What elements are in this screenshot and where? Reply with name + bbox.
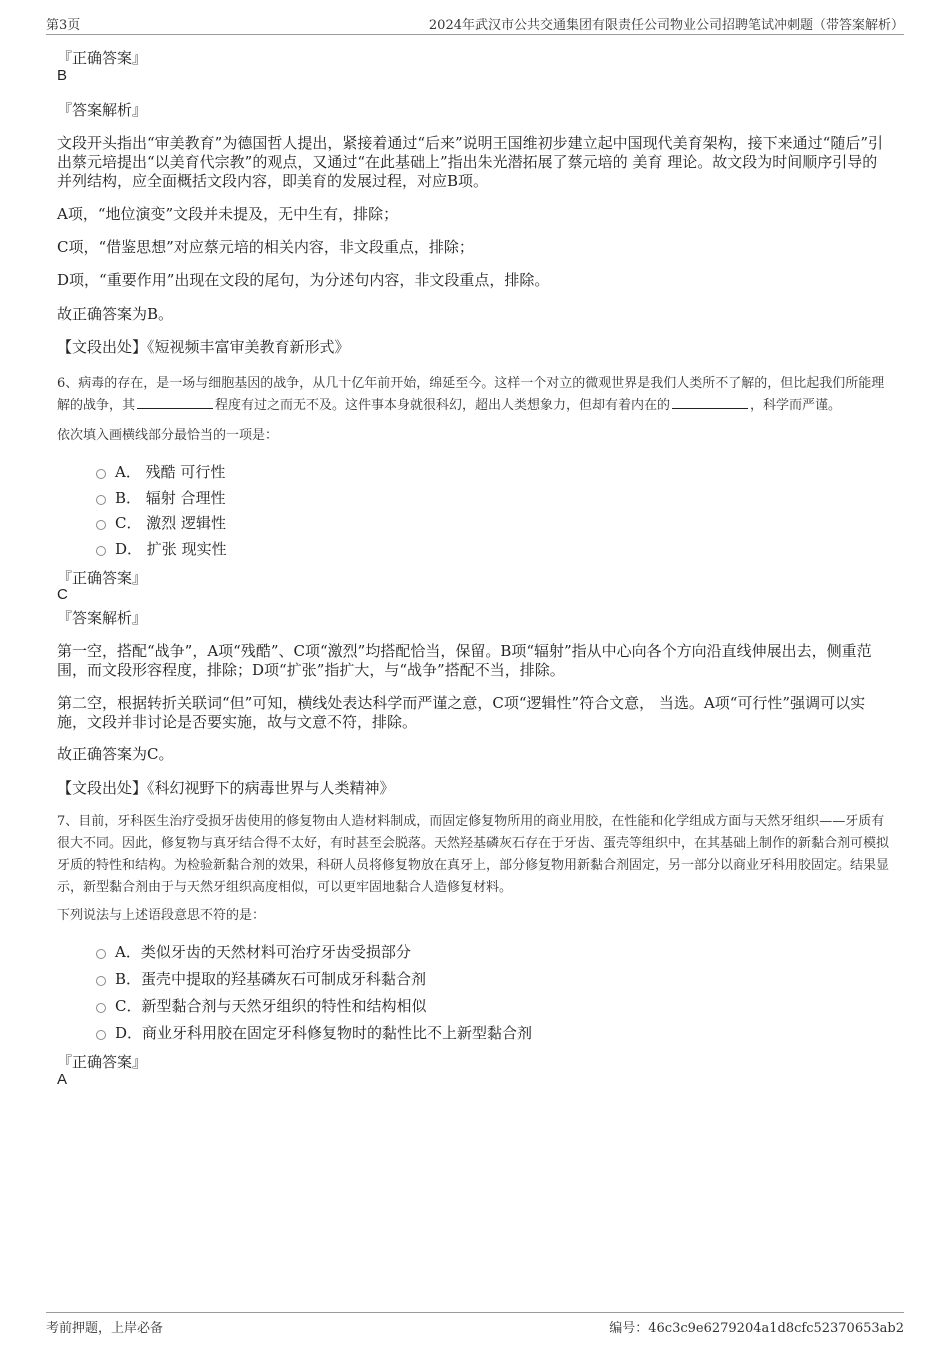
q7-option-d-label: D．商业牙科用胶在固定牙科修复物时的黏性比不上新型黏合剂: [115, 1024, 533, 1042]
q5-analysis-para3: C项，“借鉴思想”对应蔡元培的相关内容，非文段重点，排除；: [57, 238, 474, 256]
radio-icon[interactable]: [96, 1030, 106, 1040]
q6-analysis-para2: 第二空，根据转折关联词“但”可知，横线处表达科学而严谨之意，C项“逻辑性”符合文意， 当选。A项“可行性”强调可以实施，文段并非讨论是否要实施，故与文意不符，排除。: [57, 694, 866, 731]
q6-source: 【文段出处】《科幻视野下的病毒世界与人类精神》: [57, 779, 395, 797]
q7-option-a-label: A．类似牙齿的天然材料可治疗牙齿受损部分: [115, 943, 411, 961]
q7-option-c-label: C．新型黏合剂与天然牙组织的特性和结构相似: [115, 997, 427, 1015]
q6-analysis-label: 『答案解析』: [57, 609, 148, 627]
q6-stem-part3: ，科学而严谨。: [750, 398, 842, 413]
q6-answer: C: [57, 586, 68, 603]
q5-source: 【文段出处】《短视频丰富审美教育新形式》: [57, 338, 350, 356]
q7-answer: A: [57, 1071, 68, 1088]
q7-option-b-label: B．蛋壳中提取的羟基磷灰石可制成牙科黏合剂: [115, 970, 427, 988]
document-code: 编号：46c3c9e6279204a1d8cfc52370653ab2: [609, 1321, 904, 1336]
page-footer: [46, 1312, 904, 1337]
q6-answer-label: 『正确答案』: [57, 569, 148, 587]
q6-conclusion: 故正确答案为C。: [57, 745, 174, 763]
q5-analysis-label: 『答案解析』: [57, 101, 148, 119]
q6-blank-2: [672, 396, 748, 409]
q5-answer: B: [57, 67, 68, 84]
q6-option-d-label: D． 扩张 现实性: [115, 540, 227, 558]
radio-icon[interactable]: [96, 495, 106, 505]
q6-analysis-para1: 第一空，搭配“战争”，A项“残酷”、C项“激烈”均搭配恰当，保留。B项“辐射”指从中心向各个方向沿直线伸展出去，侧重范围，而文段形容程度，排除；D项“扩张”指扩大，与“战争”搭配不当，排除。: [57, 642, 872, 679]
q7-option-c[interactable]: [96, 997, 426, 1015]
q6-option-c[interactable]: [96, 514, 226, 532]
q6-option-b[interactable]: [96, 489, 226, 507]
q7-option-b[interactable]: [96, 970, 426, 988]
q6-stem-part1: 6、病毒的存在，是一场与细胞基因的战争，从几十亿年前开始，绵延至今。这样一个对立的微观世界是我们人类所不了解的，但比起我们所能理解的战争，其: [57, 376, 885, 413]
footer-slogan: 考前押题，上岸必备: [46, 1321, 164, 1336]
q6-stem-part2: 程度有过之而无不及。这件事本身就很科幻，超出人类想象力，但却有着内在的: [215, 398, 671, 413]
q5-answer-label: 『正确答案』: [57, 49, 148, 67]
radio-icon[interactable]: [96, 949, 106, 959]
q6-blank-1: [137, 396, 213, 409]
q7-prompt: 下列说法与上述语段意思不符的是：: [57, 908, 266, 923]
q7-answer-label: 『正确答案』: [57, 1053, 148, 1071]
q6-option-b-label: B． 辐射 合理性: [115, 489, 226, 507]
q5-analysis-para4: D项，“重要作用”出现在文段的尾句，为分述句内容，非文段重点，排除。: [57, 271, 550, 289]
page-header: [46, 14, 904, 35]
q6-option-d[interactable]: [96, 540, 227, 558]
q6-option-c-label: C． 激烈 逻辑性: [115, 514, 227, 532]
q5-analysis-para2: A项，“地位演变”文段并未提及，无中生有，排除；: [57, 205, 399, 223]
radio-icon[interactable]: [96, 469, 106, 479]
radio-icon[interactable]: [96, 1003, 106, 1013]
q7-stem: 7、目前，牙科医生治疗受损牙齿使用的修复物由人造材料制成，而固定修复物所用的商业用胶，在性能和化学组成方面与天然牙组织——牙质有很大不同。因此，修复物与真牙结合得不太好，有时甚至会脱落。天然羟基磷灰石存在于牙齿、蛋壳等组织中，在其基础上制作的新黏合剂可模拟牙质的特性和结构。为检验新黏合剂的效果，科研人员将修复物放在真牙上，部分修复物用新黏合剂固定，另一部分以商业牙科用胶固定。结果显示，新型黏合剂由于与天然牙组织高度相似，可以更牢固地黏合人造修复材料。: [57, 814, 890, 895]
q6-stem: [57, 373, 892, 417]
radio-icon[interactable]: [96, 520, 106, 530]
page-number: 第3页: [46, 18, 81, 33]
q6-option-a-label: A． 残酷 可行性: [115, 463, 226, 481]
q6-prompt: 依次填入画横线部分最恰当的一项是：: [57, 428, 279, 443]
q7-option-a[interactable]: [96, 943, 411, 961]
q5-conclusion: 故正确答案为B。: [57, 305, 174, 323]
q6-option-a[interactable]: [96, 463, 225, 481]
q7-option-d[interactable]: [96, 1024, 532, 1042]
radio-icon[interactable]: [96, 976, 106, 986]
q5-analysis-para1: 文段开头指出“审美教育”为德国哲人提出，紧接着通过“后来”说明王国维初步建立起中国现代美育架构，接下来通过“随后”引出蔡元培提出“以美育代宗教”的观点，又通过“在此基础上”指出朱光潜拓展了蔡元培的 美育 理论。故文段为时间顺序引导的并列结构，应全面概括文段内容，即美育的发展过程，对应B项。: [57, 134, 884, 190]
radio-icon[interactable]: [96, 546, 106, 556]
document-title: 2024年武汉市公共交通集团有限责任公司物业公司招聘笔试冲刺题（带答案解析）: [428, 18, 904, 33]
